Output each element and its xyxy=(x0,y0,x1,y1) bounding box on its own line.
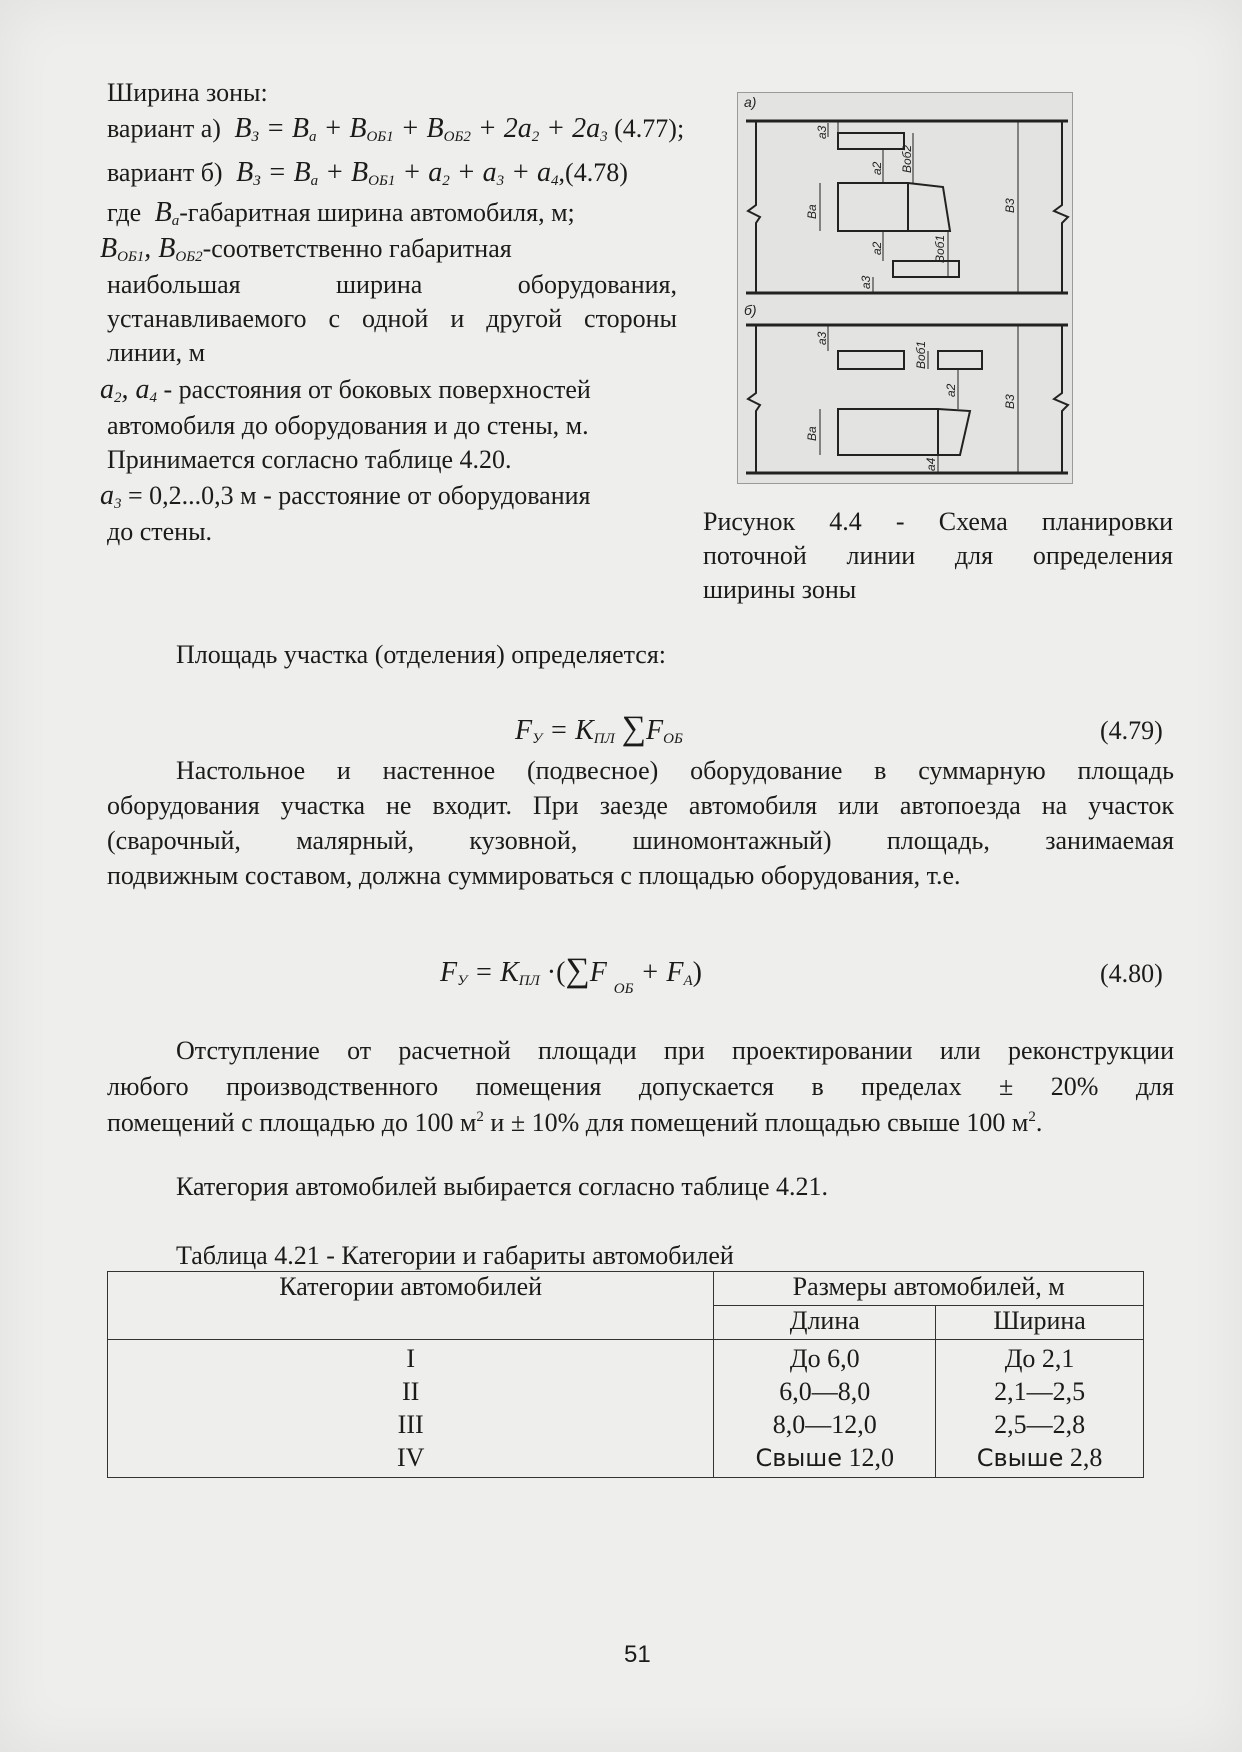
table-cell-length: 8,0—12,0 xyxy=(772,1410,877,1439)
zone-width-heading: Ширина зоны: xyxy=(107,78,268,107)
page-number: 51 xyxy=(624,1641,651,1668)
svg-text:a3: a3 xyxy=(815,125,829,139)
table-cell-length: 6,0—8,0 xyxy=(779,1377,871,1406)
header-length: Длина xyxy=(714,1306,936,1340)
formula-4-77-line xyxy=(107,112,684,146)
formula-4-78: $B_З = B_a + B_{ОБ1} + a_2 + a_3 + a_4$ xyxy=(229,157,559,189)
header-width: Ширина xyxy=(936,1306,1144,1340)
deviation-line1: Отступление от расчетной площади при проектировании или реконструкции xyxy=(176,1036,1174,1065)
where-ba-text: -габаритная ширина автомобиля, м; xyxy=(179,198,575,227)
svg-text:a3: a3 xyxy=(815,331,829,345)
area-para-line4: подвижным составом, должна суммироваться с площадью оборудования, т.е. xyxy=(107,861,961,890)
a2a4-line2: автомобиля до оборудования и до стены, м. xyxy=(107,411,589,440)
handwritten-above: Свыше xyxy=(755,1444,843,1472)
figure-caption-line2: поточной линии для определения xyxy=(703,541,1173,570)
category-intro: Категория автомобилей выбирается согласно таблице 4.21. xyxy=(176,1172,829,1201)
svg-text:a3: a3 xyxy=(859,275,873,289)
scheme-a-label: а) xyxy=(744,94,757,110)
table-cell-length: До 6,0 xyxy=(789,1344,860,1373)
svg-text:Bоб1: Bоб1 xyxy=(933,234,947,263)
table-caption: Таблица 4.21 - Категории и габариты автомобилей xyxy=(176,1241,734,1270)
deviation-line3: помещений с площадью до 100 $м^2$ и ± 10% для помещений площадью свыше 100 $м^2$. xyxy=(107,1108,1043,1137)
svg-text:Ba: Ba xyxy=(805,204,819,219)
figure-caption-line1: Рисунок 4.4 - Схема планировки xyxy=(703,507,1173,536)
svg-text:a4: a4 xyxy=(924,457,938,471)
formula-4-79: $F_У = K_{ПЛ}$ $\sum F_{ОБ}$ xyxy=(515,710,683,747)
bob-line4: линии, м xyxy=(107,338,206,367)
bob-line2: наибольшая ширина оборудования, xyxy=(107,270,677,299)
figure-4-4 xyxy=(737,92,1073,484)
category-column xyxy=(108,1340,714,1478)
table-cell-category: I xyxy=(406,1344,415,1373)
svg-text:Bоб2: Bоб2 xyxy=(900,144,914,173)
formula-4-79-number: (4.79) xyxy=(1100,716,1163,745)
formula-4-80-number: (4.80) xyxy=(1100,959,1163,988)
categories-table xyxy=(107,1271,1144,1478)
zone-layout-diagram xyxy=(738,93,1072,483)
figure-caption-line3: ширины зоны xyxy=(703,575,857,604)
formula-4-78-line xyxy=(107,156,628,190)
formula-4-77-number: (4.77); xyxy=(614,114,685,143)
table-cell-width: 2,1—2,5 xyxy=(994,1377,1086,1406)
where-ba-line: где $B_a$-габаритная ширина автомобиля, м; xyxy=(107,197,575,229)
a3-line2: до стены. xyxy=(107,517,213,546)
formula-4-78-number: ,(4.78) xyxy=(558,158,628,187)
svg-text:a2: a2 xyxy=(870,161,884,175)
bob-line3: устанавливаемого с одной и другой стороны xyxy=(107,304,677,333)
where-prefix: где xyxy=(107,198,142,227)
table-cell-category: II xyxy=(402,1377,420,1406)
bob-line: $B_{ОБ1}$, $B_{ОБ2}$-соответственно габаритная xyxy=(100,233,512,265)
figure-caption xyxy=(703,505,1173,607)
variant-a-label: вариант а) xyxy=(107,114,221,143)
svg-text:Ba: Ba xyxy=(805,426,819,441)
formula-4-80: $F_У = K_{ПЛ} \cdot(\sum F$ $_{ОБ} + F_A$) xyxy=(440,952,702,997)
table-cell-width: До 2,1 xyxy=(1004,1344,1075,1373)
handwritten-above: Свыше xyxy=(976,1444,1064,1472)
table-cell-category: III xyxy=(397,1410,424,1439)
table-cell-width: 2,5—2,8 xyxy=(994,1410,1086,1439)
area-para-line1: Настольное и настенное (подвесное) оборудование в суммарную площадь xyxy=(176,756,1174,785)
a3-value: 0,2...0,3 xyxy=(149,481,234,510)
header-sizes: Размеры автомобилей, м xyxy=(714,1272,1144,1306)
svg-text:a2: a2 xyxy=(870,241,884,255)
header-category: Категории автомобилей xyxy=(108,1272,714,1340)
area-intro: Площадь участка (отделения) определяется: xyxy=(176,640,667,669)
svg-text:B3: B3 xyxy=(1003,394,1017,409)
bob-text: -соответственно габаритная xyxy=(202,234,512,263)
svg-text:B3: B3 xyxy=(1003,198,1017,213)
a2a4-text: - расстояния от боковых поверхностей xyxy=(163,375,591,404)
formula-4-77: $B_З = B_a + B_{ОБ1} + B_{ОБ2} + 2a_2 + 2a_3$ xyxy=(227,113,608,145)
a2a4-line: $a_2$, $a_4$ - расстояния от боковых поверхностей xyxy=(100,374,591,406)
a2a4-line3: Принимается согласно таблице 4.20. xyxy=(107,445,512,474)
svg-text:Bоб1: Bоб1 xyxy=(914,340,928,369)
area-para-line2: оборудования участка не входит. При заезде автомобиля или автопоезда на участок xyxy=(107,791,1174,820)
area-para-line3: (сварочный, малярный, кузовной, шиномонтажный) площадь, занимаемая xyxy=(107,826,1174,855)
a3-text: м - расстояние от оборудования xyxy=(240,481,591,510)
length-column xyxy=(714,1340,936,1478)
svg-text:a2: a2 xyxy=(944,383,958,397)
width-column xyxy=(936,1340,1144,1478)
table-cell-length: Свыше 12,0 xyxy=(755,1443,895,1472)
table-cell-width: Свыше 2,8 xyxy=(976,1443,1103,1472)
a3-line: $a_3 = 0,2...0,3$ м - расстояние от оборудования xyxy=(100,480,591,512)
scheme-b-label: б) xyxy=(744,302,757,318)
deviation-line2: любого производственного помещения допускается в пределах ± 20% для xyxy=(107,1072,1174,1101)
variant-b-label: вариант б) xyxy=(107,158,223,187)
table-cell-category: IV xyxy=(396,1443,425,1472)
